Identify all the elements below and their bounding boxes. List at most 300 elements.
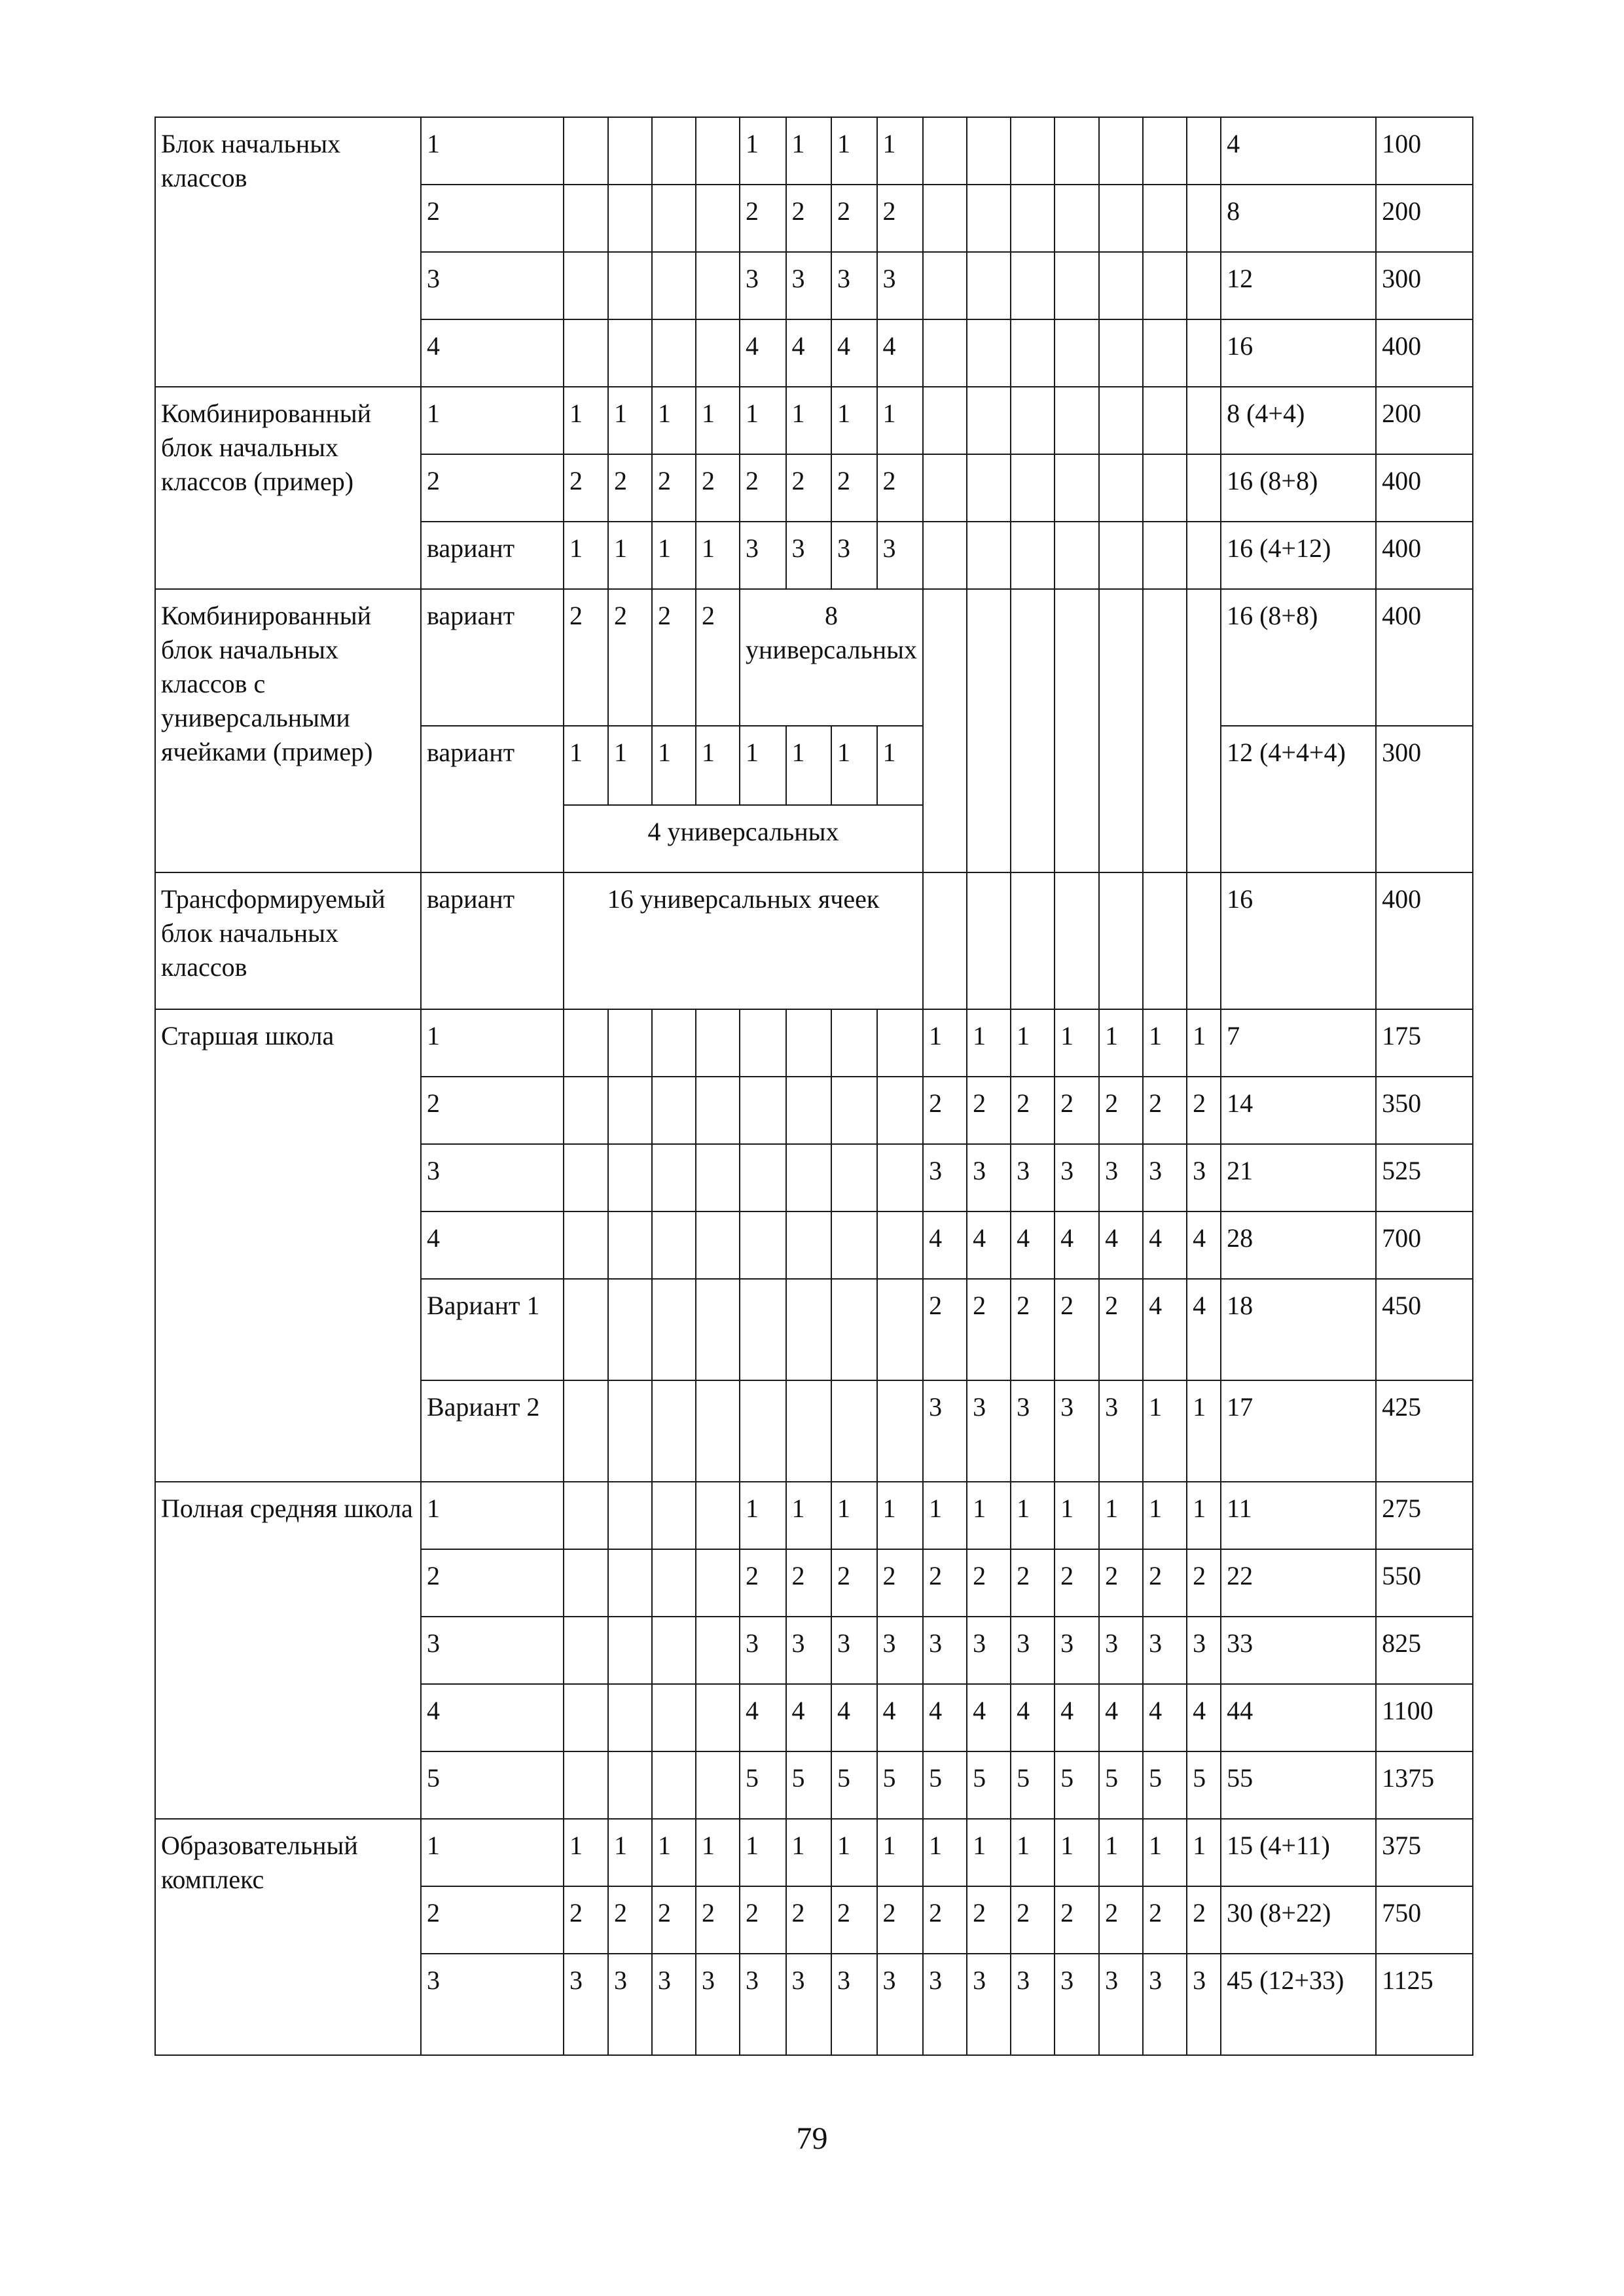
row-group-label: Комбинированный блок начальных классов (пример) — [155, 387, 421, 589]
table-cell — [1099, 117, 1143, 185]
table-cell: 2 — [696, 454, 740, 522]
table-row — [155, 1819, 1473, 1886]
table-cell: 1 — [967, 1819, 1011, 1886]
empty-cell — [1055, 872, 1099, 1009]
empty-cell — [1143, 872, 1187, 1009]
table-cell — [923, 185, 967, 252]
table-cell — [923, 117, 967, 185]
table-cell — [564, 252, 608, 319]
table-cell: 525 — [1376, 1144, 1473, 1211]
table-cell — [1055, 117, 1099, 185]
table-cell: 1100 — [1376, 1684, 1473, 1751]
table-cell: 200 — [1376, 185, 1473, 252]
table-cell: 4 — [1099, 1211, 1143, 1279]
table-cell: 5 — [1011, 1751, 1055, 1819]
table-cell — [696, 319, 740, 387]
table-cell: 1 — [652, 726, 696, 805]
table-cell: 4 — [421, 1684, 564, 1751]
table-cell: 12 — [1221, 252, 1376, 319]
table-cell: 1375 — [1376, 1751, 1473, 1819]
table-cell — [1055, 319, 1099, 387]
table-cell: 30 (8+22) — [1221, 1886, 1376, 1954]
table-cell — [1143, 252, 1187, 319]
table-cell: 2 — [786, 454, 831, 522]
table-cell — [1143, 387, 1187, 454]
table-cell — [652, 1482, 696, 1549]
table-cell — [564, 117, 608, 185]
table-cell — [786, 1144, 831, 1211]
table-cell: 2 — [421, 1077, 564, 1144]
table-cell — [608, 1009, 652, 1077]
table-cell — [696, 1009, 740, 1077]
table-cell — [1011, 319, 1055, 387]
table-cell: 2 — [831, 1886, 876, 1954]
total-cell: 12 (4+4+4) — [1221, 726, 1376, 872]
empty-cell — [1187, 589, 1221, 872]
table-cell — [923, 522, 967, 589]
table-cell — [564, 1144, 608, 1211]
table-cell — [652, 319, 696, 387]
table-cell: 1 — [786, 726, 831, 805]
table-cell: 15 (4+11) — [1221, 1819, 1376, 1886]
table-cell: 16 (8+8) — [1221, 454, 1376, 522]
table-cell: 1 — [421, 387, 564, 454]
table-cell — [831, 1009, 876, 1077]
table-cell — [608, 1211, 652, 1279]
table-cell — [696, 1617, 740, 1684]
table-cell: 2 — [696, 589, 740, 726]
table-cell: 2 — [1099, 1279, 1143, 1380]
table-cell — [1055, 454, 1099, 522]
table-cell: 8 — [1221, 185, 1376, 252]
table-cell — [564, 1077, 608, 1144]
table-cell — [1187, 387, 1221, 454]
table-cell: 1 — [877, 387, 924, 454]
empty-cell — [967, 872, 1011, 1009]
table-cell: 425 — [1376, 1380, 1473, 1482]
table-cell: 1 — [786, 1819, 831, 1886]
table-cell: 2 — [923, 1077, 967, 1144]
table-cell: 3 — [421, 1617, 564, 1684]
table-cell: 4 — [740, 1684, 786, 1751]
row-group-label: Полная средняя школа — [155, 1482, 421, 1819]
table-cell: 4 — [877, 1684, 924, 1751]
table-cell: 4 — [1099, 1684, 1143, 1751]
table-cell — [786, 1211, 831, 1279]
table-cell: 2 — [608, 454, 652, 522]
table-cell — [1055, 185, 1099, 252]
table-cell — [1143, 185, 1187, 252]
students-cell: 400 — [1376, 872, 1473, 1009]
table-cell — [967, 252, 1011, 319]
table-cell: 1 — [564, 387, 608, 454]
table-cell — [608, 1684, 652, 1751]
table-cell: 2 — [1055, 1077, 1099, 1144]
table-cell: 3 — [696, 1954, 740, 2055]
row-group-label: Комбинированный блок начальных классов с универсальными ячейками (пример) — [155, 589, 421, 872]
table-cell — [1143, 454, 1187, 522]
table-cell — [923, 454, 967, 522]
table-cell: 1 — [831, 1819, 876, 1886]
table-cell: 2 — [608, 589, 652, 726]
table-cell: 1 — [1187, 1819, 1221, 1886]
table-cell — [652, 1549, 696, 1617]
table-cell: 2 — [740, 1886, 786, 1954]
table-cell: 4 — [1055, 1211, 1099, 1279]
table-cell: 175 — [1376, 1009, 1473, 1077]
table-cell — [608, 1482, 652, 1549]
table-cell: 8 (4+4) — [1221, 387, 1376, 454]
table-cell: 2 — [1011, 1077, 1055, 1144]
table-cell: 2 — [1187, 1886, 1221, 1954]
table-cell: 4 — [421, 319, 564, 387]
table-cell: Вариант 1 — [421, 1279, 564, 1380]
table-cell — [831, 1279, 876, 1380]
table-cell — [608, 1077, 652, 1144]
table-cell: 2 — [923, 1886, 967, 1954]
table-cell: 5 — [967, 1751, 1011, 1819]
table-cell: 5 — [421, 1751, 564, 1819]
merged-cell: 16 универсальных ячеек — [564, 872, 923, 1009]
table-cell: 1 — [831, 726, 876, 805]
table-cell: 5 — [923, 1751, 967, 1819]
table-cell: 11 — [1221, 1482, 1376, 1549]
table-cell: 2 — [831, 185, 876, 252]
table-cell: 2 — [696, 1886, 740, 1954]
table-cell: 1 — [696, 726, 740, 805]
table-cell — [740, 1077, 786, 1144]
table-cell — [652, 1751, 696, 1819]
table-cell: 3 — [740, 1954, 786, 2055]
table-cell — [740, 1279, 786, 1380]
table-cell: 1 — [608, 1819, 652, 1886]
table-cell: 3 — [967, 1617, 1011, 1684]
table-cell: 2 — [877, 1549, 924, 1617]
table-cell: 1 — [1055, 1819, 1099, 1886]
option-cell: вариант — [421, 872, 564, 1009]
table-cell: 4 — [1187, 1211, 1221, 1279]
table-cell: 3 — [786, 252, 831, 319]
table-cell: 3 — [608, 1954, 652, 2055]
table-cell: 3 — [652, 1954, 696, 2055]
table-cell: 3 — [1187, 1144, 1221, 1211]
table-cell: 3 — [923, 1954, 967, 2055]
table-cell — [652, 252, 696, 319]
table-cell: 1 — [967, 1009, 1011, 1077]
table-cell — [1099, 252, 1143, 319]
table-cell — [696, 117, 740, 185]
table-cell: 1 — [608, 387, 652, 454]
table-cell: 1 — [608, 726, 652, 805]
table-cell: 3 — [967, 1954, 1011, 2055]
table-cell: 3 — [421, 1144, 564, 1211]
table-cell: 100 — [1376, 117, 1473, 185]
empty-cell — [1055, 589, 1099, 872]
table-cell: 44 — [1221, 1684, 1376, 1751]
table-cell — [1055, 387, 1099, 454]
table-cell — [967, 319, 1011, 387]
table-cell: 2 — [1055, 1279, 1099, 1380]
table-cell: 3 — [923, 1380, 967, 1482]
table-cell: 2 — [786, 1549, 831, 1617]
table-cell: 4 — [1143, 1279, 1187, 1380]
table-cell — [786, 1380, 831, 1482]
table-cell: 400 — [1376, 522, 1473, 589]
table-cell — [877, 1144, 924, 1211]
table-cell: 7 — [1221, 1009, 1376, 1077]
table-cell: 1 — [923, 1819, 967, 1886]
table-cell: 3 — [1055, 1954, 1099, 2055]
table-cell: 1 — [967, 1482, 1011, 1549]
empty-cell — [1011, 872, 1055, 1009]
table-cell: 5 — [1187, 1751, 1221, 1819]
table-cell — [696, 1482, 740, 1549]
table-cell — [696, 1211, 740, 1279]
table-cell — [967, 185, 1011, 252]
table-cell: 1 — [421, 1482, 564, 1549]
table-cell: 2 — [421, 185, 564, 252]
table-cell: 1 — [786, 1482, 831, 1549]
table-cell — [923, 387, 967, 454]
table-cell: 3 — [877, 1954, 924, 2055]
table-cell — [831, 1211, 876, 1279]
table-cell: 2 — [740, 1549, 786, 1617]
table-cell — [564, 319, 608, 387]
table-cell: 45 (12+33) — [1221, 1954, 1376, 2055]
table-cell: 5 — [1055, 1751, 1099, 1819]
table-cell: 2 — [967, 1279, 1011, 1380]
table-cell: 3 — [1055, 1617, 1099, 1684]
table-cell: 2 — [786, 185, 831, 252]
table-cell: 825 — [1376, 1617, 1473, 1684]
table-cell: 3 — [1187, 1617, 1221, 1684]
table-cell — [1055, 522, 1099, 589]
table-cell: 1 — [608, 522, 652, 589]
table-cell: 1 — [421, 117, 564, 185]
table-cell: 5 — [877, 1751, 924, 1819]
table-cell: 4 — [877, 319, 924, 387]
table-cell: 5 — [1099, 1751, 1143, 1819]
table-cell: 3 — [1011, 1954, 1055, 2055]
table-cell — [696, 1144, 740, 1211]
table-cell: 2 — [740, 185, 786, 252]
table-cell — [652, 1380, 696, 1482]
table-cell: 1 — [1187, 1009, 1221, 1077]
table-cell — [696, 252, 740, 319]
table-cell: 1 — [696, 522, 740, 589]
table-cell: 4 — [1143, 1211, 1187, 1279]
table-cell: 400 — [1376, 319, 1473, 387]
table-cell: 3 — [1011, 1380, 1055, 1482]
option-cell: вариант — [421, 726, 564, 872]
table-cell: 1 — [740, 1482, 786, 1549]
table-cell: 2 — [1143, 1549, 1187, 1617]
table-cell — [696, 1549, 740, 1617]
table-cell — [1099, 522, 1143, 589]
table-cell — [740, 1009, 786, 1077]
table-cell — [1187, 522, 1221, 589]
option-cell: вариант — [421, 589, 564, 726]
table-cell: 3 — [967, 1380, 1011, 1482]
table-cell: 2 — [1143, 1077, 1187, 1144]
table-cell: 3 — [740, 1617, 786, 1684]
table-cell: 1 — [1099, 1482, 1143, 1549]
table-cell: 4 — [967, 1211, 1011, 1279]
table-cell: 3 — [831, 1954, 876, 2055]
students-cell: 300 — [1376, 726, 1473, 872]
table-cell: 2 — [1055, 1549, 1099, 1617]
table-cell: 2 — [967, 1886, 1011, 1954]
table-cell — [877, 1279, 924, 1380]
table-cell — [877, 1077, 924, 1144]
table-cell: 400 — [1376, 454, 1473, 522]
table-cell — [1143, 522, 1187, 589]
row-group-label: Блок начальных классов — [155, 117, 421, 387]
table-cell — [1099, 185, 1143, 252]
empty-cell — [1099, 589, 1143, 872]
table-cell: 1 — [421, 1009, 564, 1077]
table-cell: 3 — [1055, 1380, 1099, 1482]
table-cell: 1 — [1099, 1009, 1143, 1077]
table-cell — [608, 1144, 652, 1211]
table-cell: Вариант 2 — [421, 1380, 564, 1482]
table-cell: 2 — [1011, 1549, 1055, 1617]
table-cell — [608, 252, 652, 319]
table-cell — [608, 1380, 652, 1482]
table-cell: 4 — [831, 1684, 876, 1751]
table-cell: 1 — [1143, 1380, 1187, 1482]
table-cell — [740, 1144, 786, 1211]
table-cell: 1 — [923, 1009, 967, 1077]
table-cell: 2 — [967, 1077, 1011, 1144]
table-cell — [564, 1380, 608, 1482]
empty-cell — [1187, 872, 1221, 1009]
table-cell — [652, 1617, 696, 1684]
table-row — [155, 1009, 1473, 1077]
table-cell: 4 — [1143, 1684, 1187, 1751]
table-cell: 1 — [1011, 1009, 1055, 1077]
table-cell: 1 — [1055, 1009, 1099, 1077]
table-cell: 1 — [564, 1819, 608, 1886]
table-cell: 3 — [877, 522, 924, 589]
table-cell — [786, 1077, 831, 1144]
table-cell: 3 — [564, 1954, 608, 2055]
table-cell: 1 — [1143, 1819, 1187, 1886]
table-cell: 3 — [967, 1144, 1011, 1211]
table-cell: 1 — [1187, 1482, 1221, 1549]
table-cell: 4 — [786, 1684, 831, 1751]
table-cell: 4 — [967, 1684, 1011, 1751]
table-cell: 4 — [831, 319, 876, 387]
table-cell — [652, 1684, 696, 1751]
table-cell — [967, 454, 1011, 522]
table-cell: 4 — [1011, 1211, 1055, 1279]
table-cell: 1 — [564, 726, 608, 805]
table-row — [155, 872, 1473, 1009]
table-cell: 2 — [421, 1886, 564, 1954]
table-cell: 16 (4+12) — [1221, 522, 1376, 589]
table-cell: 1 — [1143, 1009, 1187, 1077]
table-cell: 33 — [1221, 1617, 1376, 1684]
table-cell: 3 — [740, 252, 786, 319]
table-cell — [967, 387, 1011, 454]
table-cell — [608, 1617, 652, 1684]
table-cell: 5 — [740, 1751, 786, 1819]
table-cell: 2 — [1143, 1886, 1187, 1954]
table-cell: 2 — [877, 454, 924, 522]
table-cell — [1187, 319, 1221, 387]
table-cell: 450 — [1376, 1279, 1473, 1380]
table-cell — [696, 1279, 740, 1380]
table-cell: 5 — [1143, 1751, 1187, 1819]
table-cell — [831, 1380, 876, 1482]
table-cell: 1 — [696, 1819, 740, 1886]
table-cell — [608, 117, 652, 185]
table-cell: 1 — [923, 1482, 967, 1549]
table-cell — [564, 1211, 608, 1279]
table-cell — [786, 1279, 831, 1380]
table-cell: 3 — [740, 522, 786, 589]
table-cell: 3 — [1143, 1954, 1187, 2055]
table-cell — [652, 1211, 696, 1279]
table-cell: 3 — [1011, 1617, 1055, 1684]
table-cell — [696, 185, 740, 252]
table-cell: 750 — [1376, 1886, 1473, 1954]
table-cell: 1 — [740, 387, 786, 454]
row-group-label: Трансформируемый блок начальных классов — [155, 872, 421, 1009]
table-cell — [564, 1009, 608, 1077]
table-cell — [1011, 387, 1055, 454]
table-cell: 3 — [1011, 1144, 1055, 1211]
table-cell: 3 — [786, 1617, 831, 1684]
table-cell: 21 — [1221, 1144, 1376, 1211]
total-cell: 16 (8+8) — [1221, 589, 1376, 726]
total-cell: 16 — [1221, 872, 1376, 1009]
table-cell: 550 — [1376, 1549, 1473, 1617]
table-cell: 1 — [652, 522, 696, 589]
table-cell: 1 — [786, 117, 831, 185]
table-cell — [564, 1549, 608, 1617]
table-cell: 1 — [877, 1482, 924, 1549]
table-cell: 5 — [786, 1751, 831, 1819]
table-cell — [740, 1211, 786, 1279]
table-cell: 1 — [1187, 1380, 1221, 1482]
table-cell: 2 — [831, 1549, 876, 1617]
table-cell: 1 — [740, 726, 786, 805]
table-cell: 2 — [564, 1886, 608, 1954]
table-cell — [786, 1009, 831, 1077]
table-cell: 300 — [1376, 252, 1473, 319]
table-cell — [696, 1684, 740, 1751]
table-cell — [1099, 454, 1143, 522]
table-cell — [1055, 252, 1099, 319]
table-cell: 3 — [1187, 1954, 1221, 2055]
table-row — [155, 589, 1473, 726]
table-cell: 1 — [740, 117, 786, 185]
table-cell: 275 — [1376, 1482, 1473, 1549]
table-cell: 3 — [1099, 1954, 1143, 2055]
school-capacity-table — [154, 117, 1473, 2056]
table-cell — [1011, 252, 1055, 319]
empty-cell — [923, 872, 967, 1009]
table-cell: 2 — [608, 1886, 652, 1954]
table-cell — [1187, 252, 1221, 319]
table-cell — [564, 1751, 608, 1819]
table-cell — [1011, 454, 1055, 522]
table-cell — [1011, 117, 1055, 185]
table-cell: 2 — [1055, 1886, 1099, 1954]
table-cell: 4 — [923, 1211, 967, 1279]
